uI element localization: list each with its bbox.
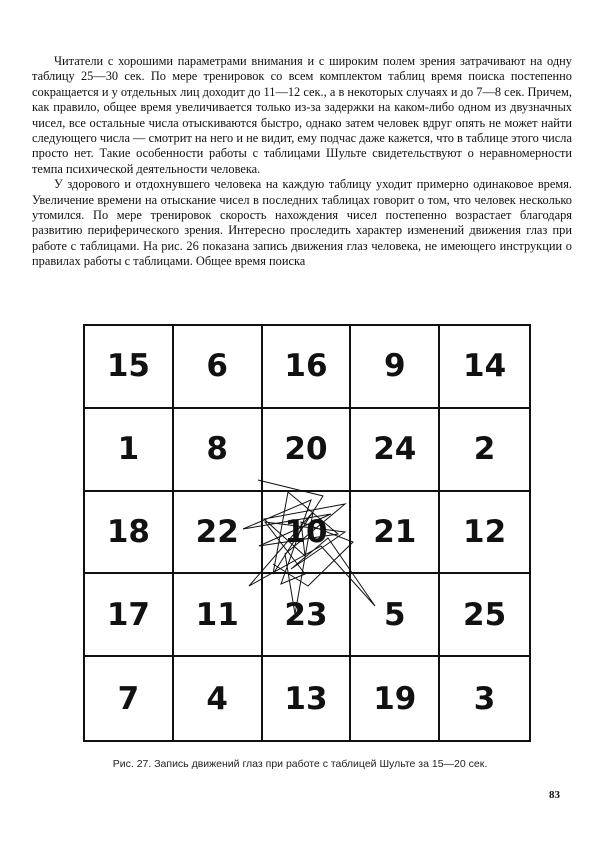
table-cell: 2 xyxy=(440,409,529,492)
table-cell: 11 xyxy=(174,574,263,657)
table-cell: 15 xyxy=(85,326,174,409)
table-cell: 21 xyxy=(351,492,440,575)
table-cell: 10 xyxy=(263,492,352,575)
table-cell: 19 xyxy=(351,657,440,740)
table-cell: 17 xyxy=(85,574,174,657)
table-cell: 22 xyxy=(174,492,263,575)
table-cell: 9 xyxy=(351,326,440,409)
table-cell: 5 xyxy=(351,574,440,657)
figure-caption: Рис. 27. Запись движений глаз при работе с таблицей Шульте за 15—20 сек. xyxy=(112,758,488,770)
table-cell: 24 xyxy=(351,409,440,492)
table-cell: 7 xyxy=(85,657,174,740)
table-cell: 12 xyxy=(440,492,529,575)
table-cell: 4 xyxy=(174,657,263,740)
paragraph-1: Читатели с хорошими параметрами внимания и с широким полем зрения затрачивают на одну таблицу 25—30 сек. По мере тренировок со всем комплектом таблиц время поиска постепенно сокращается и у отдельных лиц доходит до 11—12 сек., а в некоторых случаях и до 7—8 сек. Причем, как правило, общее время увеличивается только из-за задержки на каком-либо одном из двузначных чисел, все остальные числа отыскиваются быстро, однако затем человек вдруг опять не может найти следующего числа — смотрит на него и не видит, ему подчас даже кажется, что в таблице этого числа просто нет. Такие особенности работы с таблицами Шульте свидетельствуют о неравномерности темпа психической деятельности человека. xyxy=(32,54,572,176)
table-cell: 3 xyxy=(473,680,496,717)
table-cell: 1 xyxy=(85,409,174,492)
schulte-table xyxy=(83,324,531,742)
table-cell: 20 xyxy=(263,409,352,492)
table-cell: 25 xyxy=(440,574,529,657)
table-cell: 16 xyxy=(263,326,352,409)
table-cell: 18 xyxy=(85,492,174,575)
table-cell: 8 xyxy=(174,409,263,492)
table-cell: 6 xyxy=(174,326,263,409)
table-cell: 14 xyxy=(440,326,529,409)
body-text xyxy=(32,54,572,270)
table-cell: 23 xyxy=(263,574,352,657)
paragraph-2: У здорового и отдохнувшего человека на каждую таблицу уходит примерно одинаковое время. Увеличение времени на отыскание чисел в последних таблицах говорит о том, что человек несколько утомился. По мере тренировок скорость нахождения чисел постепенно возрастает благодаря развитию периферического зрения. Интересно проследить характер изменений движения глаз при работе с таблицами. На рис. 26 показана запись движения глаз человека, не имеющего инструкции о правилах работы с таблицами. Общее время поиска xyxy=(32,177,572,269)
table-cell: 13 xyxy=(263,657,352,740)
page-number: 83 xyxy=(549,789,560,801)
